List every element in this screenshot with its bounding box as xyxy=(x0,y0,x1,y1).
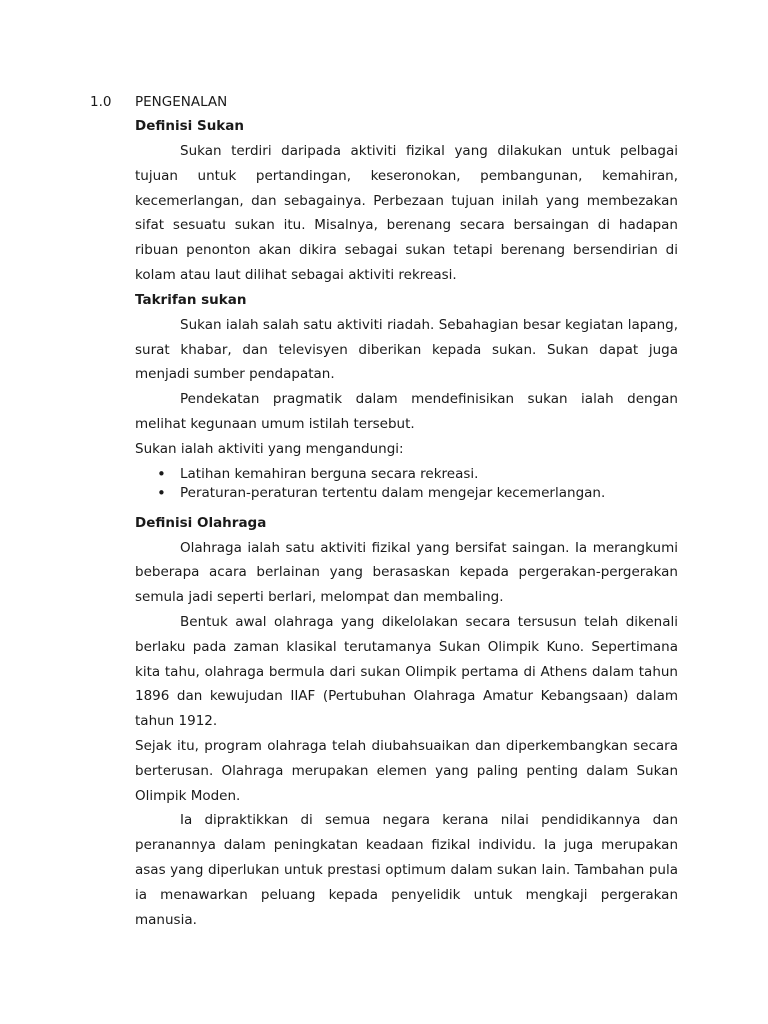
section-number: 1.0 xyxy=(90,94,112,110)
paragraph: Sejak itu, program olahraga telah diubahsuaikan dan diperkembangkan secara berterusan. Olahraga merupakan elemen yang paling penting dalam Sukan Olimpik Moden. xyxy=(135,737,678,804)
list-item: • Latihan kemahiran berguna secara rekreasi. xyxy=(135,465,678,484)
paragraph-list-intro: Sukan ialah aktiviti yang mengandungi: xyxy=(135,440,404,457)
list-item: • Peraturan-peraturan tertentu dalam mengejar kecemerlangan. xyxy=(135,484,678,503)
heading-definisi-sukan: Definisi Sukan xyxy=(135,118,245,134)
heading-definisi-olahraga: Definisi Olahraga xyxy=(135,514,267,531)
paragraph: Sukan terdiri daripada aktiviti fizikal yang dilakukan untuk pelbagai tujuan untuk pertandingan, keseronokan, pembangunan, kemahiran, kecemerlangan, dan sebagainya. Perbezaan tujuan inilah yang membezakan sifat sesuatu sukan itu. Misalnya, berenang secara bersaingan di hadapan ribuan penonton akan dikira sebagai sukan tetapi berenang bersendirian di kolam atau laut dilihat sebagai aktiviti rekreasi. xyxy=(135,143,678,283)
paragraph: Pendekatan pragmatik dalam mendefinisikan sukan ialah dengan melihat kegunaan umum istilah tersebut. xyxy=(135,391,678,432)
bullet-list xyxy=(135,465,678,503)
document-body xyxy=(135,114,678,932)
paragraph: Olahraga ialah satu aktiviti fizikal yang bersifat saingan. Ia merangkumi beberapa acara berlainan yang berasaskan kepada pergerakan-pergerakan semula jadi seperti berlari, melompat dan membaling. xyxy=(135,539,678,606)
paragraph: Ia dipraktikkan di semua negara kerana nilai pendidikannya dan peranannya dalam peningkatan keadaan fizikal individu. Ia juga merupakan asas yang diperlukan untuk prestasi optimum dalam sukan lain. Tambahan pula ia menawarkan peluang kepada penyelidik untuk mengkaji pergerakan manusia. xyxy=(135,812,678,928)
paragraph: Sukan ialah salah satu aktiviti riadah. Sebahagian besar kegiatan lapang, surat khabar, dan televisyen diberikan kepada sukan. Sukan dapat juga menjadi sumber pendapatan. xyxy=(135,316,678,383)
section-heading xyxy=(90,90,690,114)
heading-takrifan-sukan: Takrifan sukan xyxy=(135,291,247,308)
paragraph: Bentuk awal olahraga yang dikelolakan secara tersusun telah dikenali berlaku pada zaman klasikal terutamanya Sukan Olimpik Kuno. Sepertimana kita tahu, olahraga bermula dari sukan Olimpik pertama di Athens dalam tahun 1896 dan kewujudan IIAF (Pertubuhan Olahraga Amatur Kebangsaan) dalam tahun 1912. xyxy=(135,613,678,730)
section-title: PENGENALAN xyxy=(135,94,228,110)
